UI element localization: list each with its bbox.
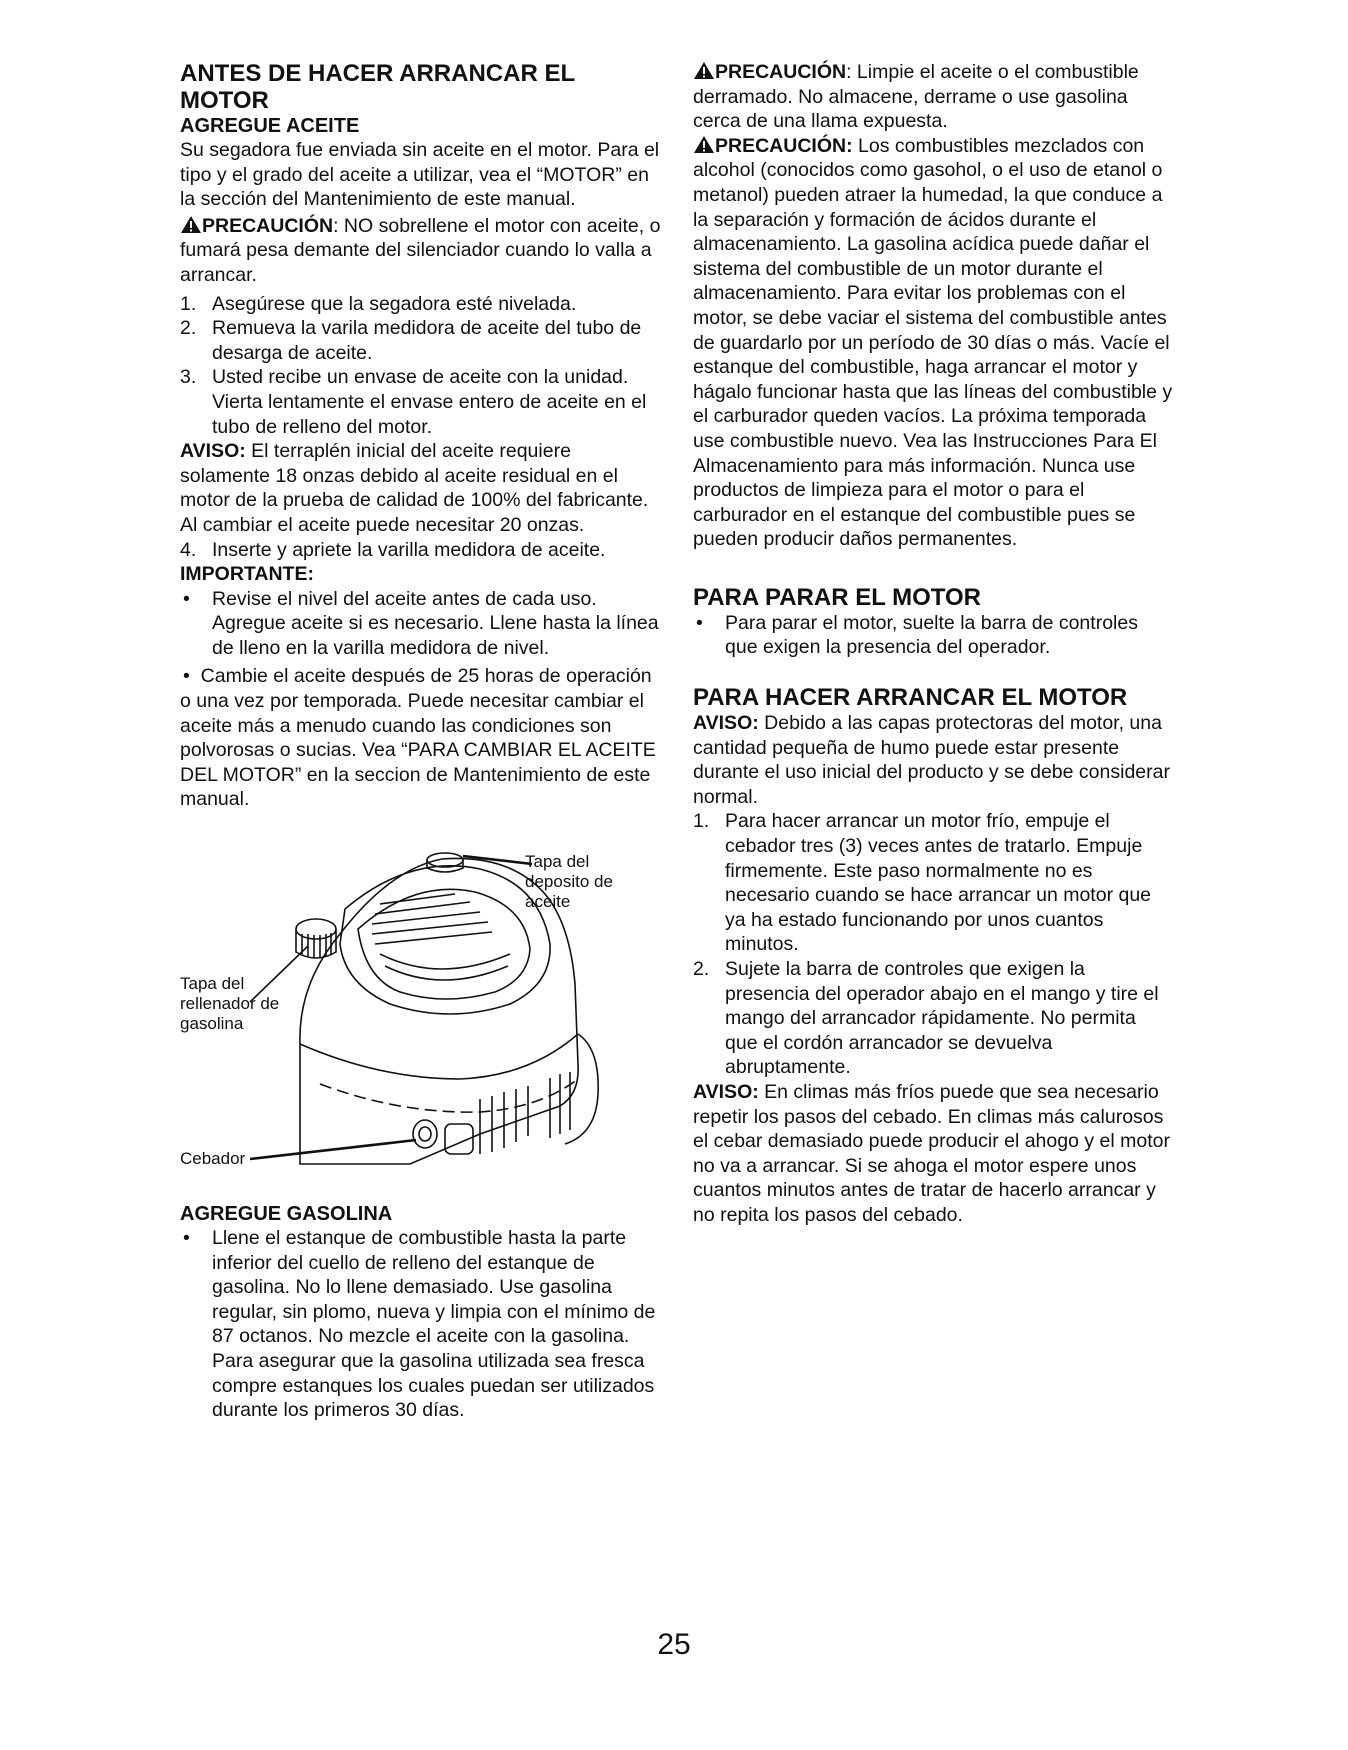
important-bullets [180, 587, 662, 812]
caution-label: PRECAUCIÓN: [715, 134, 853, 157]
list-item: 4. Inserte y apriete la varilla medidora de aceite. [180, 538, 606, 561]
page-number: 25 [657, 1628, 691, 1661]
list-item: 1. Para hacer arrancar un motor frío, empuje el cebador tres (3) veces antes de tratarlo. Empuje firmemente. Este paso normalmente no es necesario cuando se hace arrancar un motor que ya ha estado funcionando por unos cuantos minutos. [693, 810, 1152, 956]
oil-step-4 [180, 538, 662, 563]
fuel-caution-2: PRECAUCIÓN: Los combustibles mezclados con alcohol (conocidos como gasohol, o el uso de etanol o metanol) pueden atraer la humedad, la que conduce a la separación y formación de ácidos durante el almacenamiento. La gasolina acídica puede dañar el sistema del combustible de un motor durante el almacenamiento. Para evitar los problemas con el motor, se debe vaciar el sistema del combustible antes de guardarlo por un período de 30 días o más. Vacíe el estanque del combustible, haga arrancar el motor y hágalo funcionar hasta que las líneas del combustible y el carburador queden vacíos. La próxima temporada use combustible nuevo. Vea las Instrucciones Para El Almacenamiento para más información. Nunca use productos de limpieza para el motor o para el carburador en el estanque del combustible pues se pueden producir daños permanentes. [693, 134, 1173, 551]
oil-steps-list [180, 292, 662, 440]
list-item: 2. Remueva la varila medidora de aceite del tubo de desarga de aceite. [180, 317, 642, 364]
list-item: 3. Usted recibe un envase de aceite con la unidad. Vierta lentamente el envase entero de aceite en el tubo de relleno del motor. [180, 366, 647, 438]
fuel-caution-1: PRECAUCIÓN: Limpie el aceite o el combustible derramado. No almacene, derrame o use gasolina cerca de una llama expuesta. [693, 61, 1139, 133]
start-aviso-1: AVISO: Debido a las capas protectoras del motor, una cantidad pequeña de humo puede estar presente durante el uso inicial del producto y se debe considerar normal. [693, 712, 1170, 808]
list-item: • Revise el nivel del aceite antes de cada uso. Agregue aceite si es necesario. Llene hasta la línea de lleno en la varilla medidora de nivel. [183, 587, 659, 659]
caution-text: : NO sobrellene el motor con aceite, o fumará pesa demante del silenciador cuando lo valla a arrancar. [180, 214, 661, 286]
oil-aviso: AVISO: El terraplén inicial del aceite requiere solamente 18 onzas debido al aceite residual en el motor de la prueba de calidad de 100% del fabricante. Al cambiar el aceite puede necesitar 20 onzas. [180, 440, 649, 536]
start-steps-list [693, 809, 1173, 1080]
oil-caution [180, 214, 662, 288]
stop-engine-bullets [693, 611, 1173, 660]
gasoline-bullets [180, 1226, 662, 1423]
list-item: • Llene el estanque de combustible hasta la parte inferior del cuello de relleno del estanque de gasolina. No lo llene demasiado. Use gasolina regular, sin plomo, nueva y limpia con el mínimo de 87 octanos. No mezcle el aceite con la gasolina. Para asegurar que la gasolina utilizada sea fresca compre estanques los cuales puedan ser utilizados durante los primeros 30 días. [183, 1227, 656, 1422]
section-title-before-starting: ANTES DE HACER ARRANCAR EL MOTOR [180, 60, 575, 114]
start-aviso-2: AVISO: En climas más fríos puede que sea necesario repetir los pasos del cebado. En climas más calurosos el cebar demasiado puede producir el ahogo y el motor no va a arrancar. Si se ahoga el motor espere unos cuantos minutos antes de tratar de hacerlo arrancar y no repita los pasos del cebado. [693, 1080, 1170, 1226]
warning-triangle-icon [693, 61, 715, 80]
warning-triangle-icon [180, 215, 202, 234]
list-item: • Para parar el motor, suelte la barra de controles que exigen la presencia del operador. [696, 611, 1138, 659]
list-item: 1. Asegúrese que la segadora esté nivelada. [180, 292, 577, 315]
aviso-label: AVISO: [180, 440, 246, 463]
oil-cap-label: Tapa del deposito de aceite [525, 852, 613, 912]
warning-triangle-icon [693, 135, 715, 154]
primer-label: Cebador [180, 1149, 246, 1169]
caution-label: PRECAUCIÓN [715, 61, 847, 83]
oil-intro-text: Su segadora fue enviada sin aceite en el motor. Para el tipo y el grado del aceite a utilizar, vea el “MOTOR” en la sección del Mantenimiento de este manual. [180, 139, 660, 211]
list-item: 2. Sujete la barra de controles que exigen la presencia del operador abajo en el mango y tire el mango del arrancador rápidamente. No permita que el cordón arrancador se devuelva abruptamente. [693, 958, 1159, 1079]
caution-label: PRECAUCIÓN [202, 214, 334, 237]
right-column [693, 60, 1173, 1228]
left-column [180, 60, 662, 1423]
stop-engine-heading: PARA PARAR EL MOTOR [693, 583, 982, 611]
important-label: IMPORTANTE: [180, 563, 314, 586]
add-oil-heading: AGREGUE ACEITE [180, 115, 360, 137]
start-engine-heading: PARA HACER ARRANCAR EL MOTOR [693, 684, 1128, 712]
fuel-cap-label: Tapa del rellenador de gasolina [180, 974, 280, 1034]
engine-figure [180, 834, 662, 1194]
add-gasoline-heading: AGREGUE GASOLINA [180, 1203, 393, 1226]
list-item: • Cambie el aceite después de 25 horas de operación o una vez por temporada. Puede necesitar cambiar el aceite más a menudo cuando las condiciones son polvorosas o sucias. Vea “PARA CAMBIAR EL ACEITE DEL MOTOR” en la seccion de Mantenimiento de este manual. [180, 665, 656, 811]
